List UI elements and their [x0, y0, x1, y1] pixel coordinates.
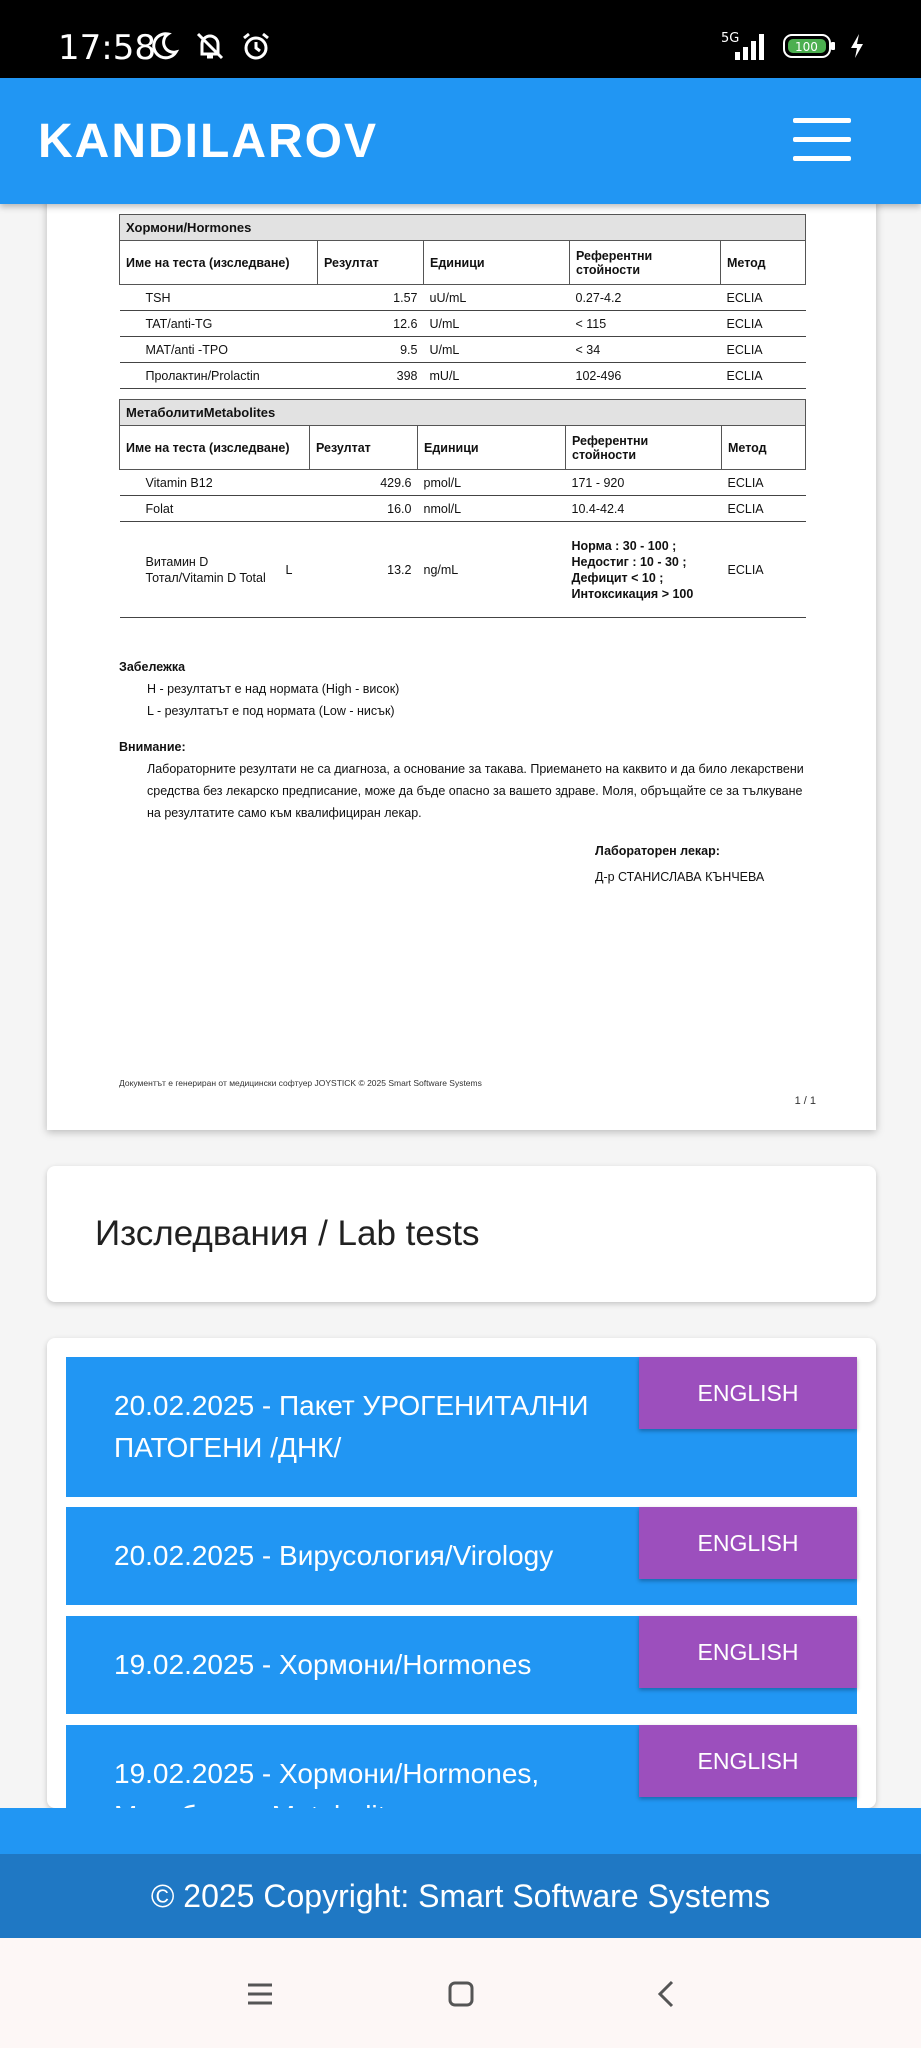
battery-icon: [783, 32, 837, 60]
lab-test-item[interactable]: [66, 1357, 857, 1497]
test-reference: 0.27-4.2: [570, 285, 721, 311]
column-header: Единици: [424, 241, 570, 285]
lab-test-label[interactable]: 20.02.2025 - Пакет УРОГЕНИТАЛНИ ПАТОГЕНИ /ДНК/: [114, 1390, 589, 1463]
bell-off-icon: [194, 30, 226, 62]
lab-test-label[interactable]: 19.02.2025 - Хормони/Hormones: [114, 1649, 532, 1680]
test-unit: ng/mL: [418, 522, 566, 618]
test-unit: U/mL: [424, 337, 570, 363]
test-unit: U/mL: [424, 311, 570, 337]
status-time: 17:58: [58, 28, 156, 68]
column-header: Резултат: [310, 426, 418, 470]
table-row: [120, 363, 806, 389]
table-section-title: МетаболитиMetabolites: [120, 400, 806, 426]
alarm-icon: [240, 30, 272, 62]
test-reference: 171 - 920: [566, 470, 722, 496]
test-flag: L: [280, 522, 310, 618]
english-button[interactable]: ENGLISH: [639, 1725, 857, 1797]
english-button[interactable]: ENGLISH: [639, 1507, 857, 1579]
doctor-label: Лабораторен лекар:: [595, 844, 720, 858]
column-header: Метод: [721, 241, 806, 285]
test-reference: 102-496: [570, 363, 721, 389]
test-unit: nmol/L: [418, 496, 566, 522]
table-row: [120, 496, 806, 522]
test-method: ECLIA: [721, 285, 806, 311]
test-unit: mU/L: [424, 363, 570, 389]
test-name: Vitamin B12: [120, 470, 280, 496]
note-title: Забележка: [119, 660, 186, 674]
hamburger-menu-icon[interactable]: [793, 118, 851, 162]
document-footnote: Документът е генериран от медицински софтуер JOYSTICK © 2025 Smart Software Systems: [119, 1078, 482, 1088]
test-reference: < 115: [570, 311, 721, 337]
doctor-signature: [119, 838, 806, 890]
footer-bar: [0, 1808, 921, 1854]
test-flag: [280, 470, 310, 496]
doctor-name: Д-р СТАНИСЛАВА КЪНЧЕВА: [595, 870, 765, 884]
note-high: H - резултатът е над нормата (High - висок): [147, 682, 400, 696]
home-icon[interactable]: [441, 1974, 481, 2014]
lab-result-document: [47, 170, 876, 1130]
test-result: 12.6: [318, 311, 424, 337]
table-row: [120, 470, 806, 496]
signal-icon: [721, 30, 771, 62]
test-result: 9.5: [318, 337, 424, 363]
lab-tests-header-card: [47, 1166, 876, 1302]
svg-text:5G: 5G: [721, 31, 740, 46]
footer-copyright: © 2025 Copyright: Smart Software Systems: [0, 1854, 921, 1938]
test-result: 398: [318, 363, 424, 389]
test-method: ECLIA: [721, 337, 806, 363]
lab-tests-title: Изследвания / Lab tests: [95, 1214, 480, 1253]
table-row: [120, 337, 806, 363]
table-row: [120, 522, 806, 618]
notes-section: [119, 656, 806, 722]
test-method: ECLIA: [721, 311, 806, 337]
lab-test-item[interactable]: [66, 1616, 857, 1714]
brand-logo[interactable]: KANDILAROV: [38, 115, 378, 168]
recent-apps-icon[interactable]: [240, 1974, 280, 2014]
test-method: ECLIA: [722, 496, 806, 522]
test-name: Витамин D Тотал/Vitamin D Total: [120, 522, 280, 618]
page-number: 1 / 1: [794, 1095, 816, 1107]
charging-icon: [849, 32, 865, 60]
test-reference: < 34: [570, 337, 721, 363]
test-method: ECLIA: [722, 470, 806, 496]
test-reference: Норма : 30 - 100 ; Недостиг : 10 - 30 ; Дефицит < 10 ; Интоксикация > 100: [566, 522, 722, 618]
warning-title: Внимание:: [119, 740, 186, 754]
english-button[interactable]: ENGLISH: [639, 1616, 857, 1688]
column-header: Метод: [722, 426, 806, 470]
column-header: Референтни стойности: [570, 241, 721, 285]
test-method: ECLIA: [721, 363, 806, 389]
column-header: Име на теста (изследване): [120, 241, 318, 285]
english-button[interactable]: ENGLISH: [639, 1357, 857, 1429]
table-row: [120, 311, 806, 337]
column-header: Резултат: [318, 241, 424, 285]
test-result: 13.2: [310, 522, 418, 618]
column-header: Единици: [418, 426, 566, 470]
test-unit: pmol/L: [418, 470, 566, 496]
column-header: Референтни стойности: [566, 426, 722, 470]
moon-icon: [148, 30, 180, 62]
test-result: 16.0: [310, 496, 418, 522]
metabolites-table: [119, 399, 806, 618]
test-name: TSH: [120, 285, 318, 311]
app-bar: [0, 78, 921, 204]
test-name: TAT/anti-TG: [120, 311, 318, 337]
lab-test-label[interactable]: 19.02.2025 - Хормони/Hormones,: [114, 1758, 540, 1789]
note-low: L - резултатът е под нормата (Low - нисък): [147, 704, 395, 718]
back-icon[interactable]: [646, 1974, 686, 2014]
warning-section: [119, 736, 806, 824]
system-nav-bar: [0, 1938, 921, 2048]
hormones-table: [119, 214, 806, 389]
test-method: ECLIA: [722, 522, 806, 618]
lab-tests-list: [47, 1338, 876, 1808]
warning-text: Лабораторните резултати не са диагноза, а основание за такава. Приемането на каквито и да било лекарствени средства без лекарско предписание, може да бъде опасно за вашето здраве. Моля, обръщайте се за тълкуване на резултатите само към квалифициран лекар.: [147, 762, 804, 820]
test-result: 1.57: [318, 285, 424, 311]
test-result: 429.6: [310, 470, 418, 496]
svg-text:100: 100: [795, 40, 818, 54]
column-header: Име на теста (изследване): [120, 426, 310, 470]
table-section-title: Хормони/Hormones: [120, 215, 806, 241]
test-unit: uU/mL: [424, 285, 570, 311]
status-bar: [0, 0, 921, 78]
test-name: MAT/anti -TPO: [120, 337, 318, 363]
test-reference: 10.4-42.4: [566, 496, 722, 522]
test-name: Пролактин/Prolactin: [120, 363, 318, 389]
lab-test-label[interactable]: 20.02.2025 - Вирусология/Virology: [114, 1540, 554, 1571]
test-flag: [280, 496, 310, 522]
lab-test-item[interactable]: [66, 1507, 857, 1605]
test-name: Folat: [120, 496, 280, 522]
table-row: [120, 285, 806, 311]
